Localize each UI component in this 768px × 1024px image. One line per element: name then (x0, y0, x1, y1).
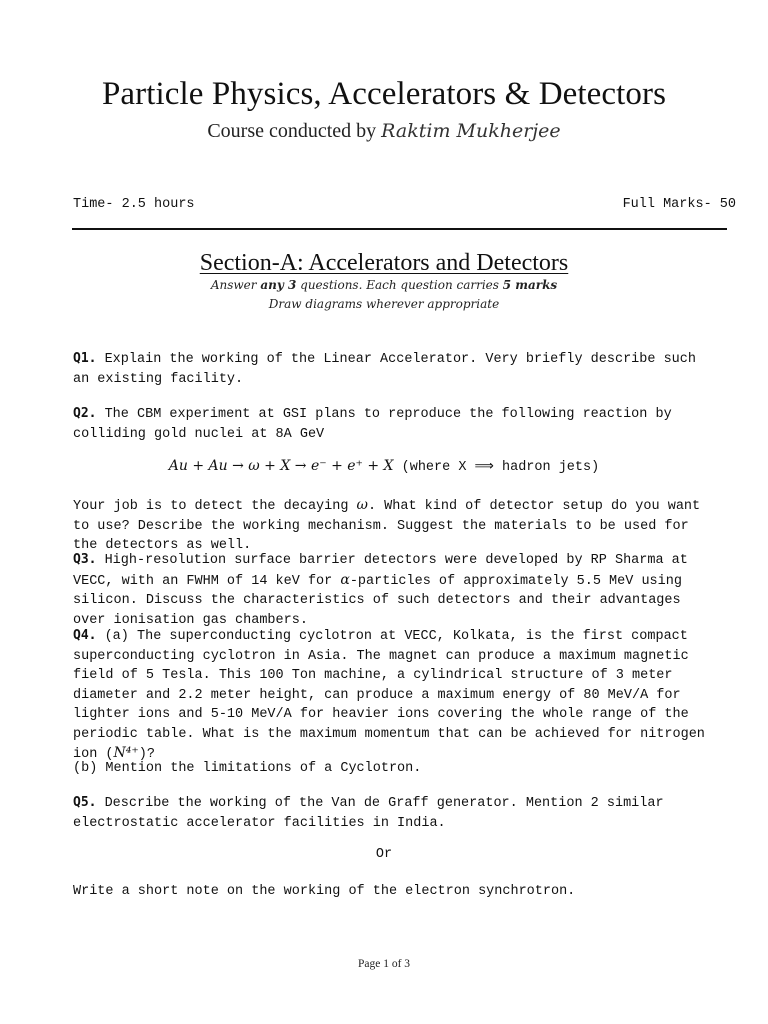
instr1-emph-any3: any 3 (260, 278, 297, 292)
question-5 (73, 793, 713, 833)
question-2 (73, 404, 713, 444)
instr1-part-c: questions. Each question carries (296, 278, 503, 292)
question-1 (73, 349, 713, 389)
q1-label: Q1. (73, 351, 97, 366)
q3-text-a: High-resolution surface barrier detectors were developed by RP Sharma at VECC, with an FWHM of 14 keV for (73, 553, 688, 589)
q2-follow-a: Your job is to detect the decaying (73, 499, 357, 514)
q5-text: Describe the working of the Van de Graff generator. Mention 2 similar electrostatic accelerator facilities in India. (73, 796, 664, 831)
section-title (0, 250, 768, 277)
equation-main: Au + Au → ω + X → e⁻ + e⁺ + X (168, 458, 394, 474)
section-instruction-1 (0, 278, 768, 292)
q2-label: Q2. (73, 406, 97, 421)
q2-text: The CBM experiment at GSI plans to reproduce the following reaction by colliding gold nuclei at 8A GeV (73, 407, 672, 442)
signature: Raktim Mukherjee (381, 120, 561, 142)
q3-label: Q3. (73, 552, 97, 567)
question-4b: (b) Mention the limitations of a Cyclotron. (73, 761, 422, 776)
omega-symbol: ω (356, 497, 368, 513)
question-3 (73, 550, 713, 630)
nitrogen-ion-symbol: N⁴⁺ (113, 745, 139, 761)
section-title-text: Section-A: Accelerators and Detectors (199, 250, 569, 276)
instr1-part-a: Answer (210, 278, 261, 292)
question-5-alternative: Write a short note on the working of the electron synchrotron. (73, 884, 576, 899)
question-2-followup (73, 496, 713, 556)
q2-follow-b: . What kind of detector setup do you want to use? Describe the working mechanism. Suggest the materials to be used for the detectors as well. (73, 499, 701, 553)
question-4a (73, 626, 713, 765)
equation-note: (where X ⟹ hadron jets) (393, 460, 600, 475)
subtitle-prefix: Course conducted by (207, 120, 377, 142)
horizontal-rule (72, 228, 727, 230)
q5-label: Q5. (73, 795, 97, 810)
time-label: Time- 2.5 hours (73, 197, 195, 212)
q4-text-a: (a) The superconducting cyclotron at VECC, Kolkata, is the first compact superconducting cyclotron in Asia. The magnet can produce a maximum magnetic field of 5 Tesla. This 100 Ton machine, a cylindrical structure of 3 meter diameter and 2.2 meter height, can produce a maximum energy of 80 MeV/A for lighter ions and 5-10 MeV/A for heavier ions covering the whole range of the periodic table. What is the maximum momentum that can be achieved for nitrogen ion ( (73, 629, 705, 762)
q4-text-b: )? (138, 747, 155, 762)
q3-text-b: -particles of approximately 5.5 MeV using silicon. Discuss the characteristics of such detectors and their advantages over ionisation gas chambers. (73, 573, 682, 628)
page-number: Page 1 of 3 (357, 958, 411, 970)
q1-text: Explain the working of the Linear Accelerator. Very briefly describe such an existing facility. (73, 352, 696, 387)
instr1-emph-marks: 5 marks (502, 278, 558, 292)
q4-label: Q4. (73, 628, 97, 643)
alpha-symbol: α (340, 571, 350, 588)
page-title: Particle Physics, Accelerators & Detectors (101, 76, 667, 112)
reaction-equation (0, 458, 768, 475)
or-separator: Or (375, 847, 393, 862)
full-marks-label: Full Marks- 50 (622, 197, 736, 212)
course-subtitle (0, 120, 768, 143)
section-instruction-2: Draw diagrams wherever appropriate (268, 297, 500, 311)
